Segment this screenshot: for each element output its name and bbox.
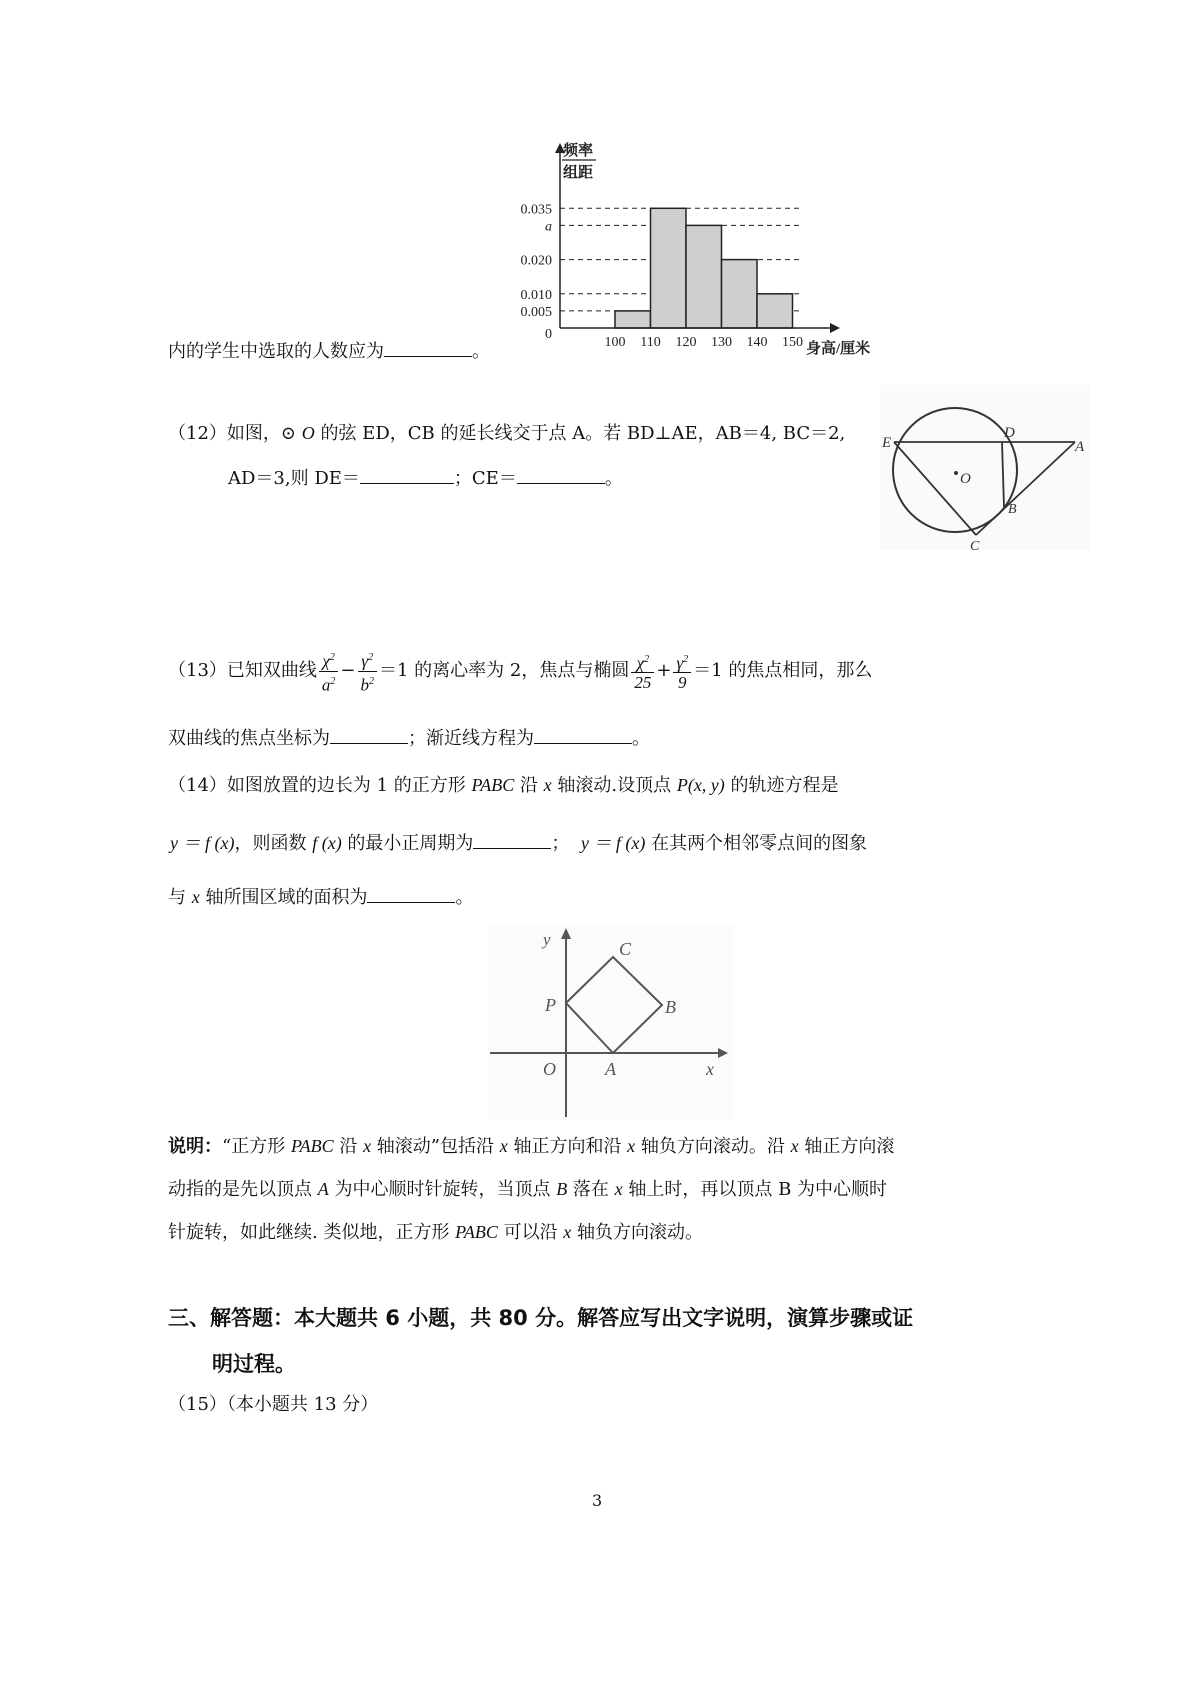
- q11-tail-text: 内的学生中选取的人数应为: [168, 341, 384, 362]
- q12-de-blank[interactable]: [360, 483, 454, 484]
- histogram-bar-140: [757, 294, 793, 328]
- frequency-histogram: [500, 135, 900, 360]
- q12-ce-blank[interactable]: [517, 483, 605, 484]
- label-y: y: [543, 930, 551, 949]
- q14-area-blank[interactable]: [367, 902, 455, 903]
- label-c: C: [970, 539, 980, 550]
- q14-line3: 与 x 轴所围区域的面积为 。: [168, 887, 474, 908]
- q12-line1: （12）如图，⊙ O 的弦 ED，CB 的延长线交于点 A。若 BD⊥AE，AB＝4, BC＝2,: [168, 423, 846, 444]
- label-b: B: [1008, 502, 1017, 517]
- y-tick-label: 0.005: [520, 304, 552, 320]
- q13-frac-y2-9: $\frac{\gamma^2}{9}$: [673, 650, 691, 693]
- q13-frac-x2-a2: $\frac{\chi^2}{a^2}$: [319, 648, 339, 694]
- q14-line1: （14）如图放置的边长为 1 的正方形 PABC 沿 x 轴滚动.设顶点 P(x, y) 的轨迹方程是: [168, 775, 839, 796]
- label-o: O: [543, 1059, 556, 1079]
- label-x: x: [706, 1059, 714, 1079]
- label-p: P: [545, 995, 556, 1015]
- x-axis-arrow: [830, 323, 840, 333]
- label-a: A: [1075, 439, 1085, 455]
- y-tick-label: a: [545, 219, 552, 235]
- histogram-bar-130: [722, 260, 758, 328]
- y-tick-label: 0.020: [520, 253, 552, 269]
- circle-symbol: ⊙: [280, 423, 296, 444]
- section-3-heading-line1: 三、解答题：本大题共 6 小题，共 80 分。解答应写出文字说明，演算步骤或证: [168, 1306, 914, 1330]
- q14-period-blank[interactable]: [473, 848, 551, 849]
- y-label-numerator: 频率: [562, 143, 594, 159]
- q13-focus-blank[interactable]: [330, 743, 408, 744]
- note-line1: 说明：“正方形 PABC 沿 x 轴滚动”包括沿 x 轴正方向和沿 x 轴负方向滚动。沿 x 轴正方向滚: [168, 1136, 895, 1157]
- q11-tail-line: 内的学生中选取的人数应为 。: [168, 341, 490, 362]
- x-tick-label: 120: [675, 335, 697, 350]
- center-dot: [954, 471, 958, 475]
- x-tick-label: 140: [746, 335, 768, 350]
- histogram-bar-120: [686, 225, 722, 328]
- q13-asymptote-blank[interactable]: [534, 743, 632, 744]
- q14-line2: y ＝ f (x)，则函数 f (x) 的最小正周期为 ； y ＝ f (x) 在其两个相邻零点间的图象: [170, 833, 868, 854]
- x-tick-label: 100: [604, 335, 626, 350]
- note-label: 说明：: [168, 1136, 222, 1157]
- y-label-denominator: 组距: [562, 165, 594, 181]
- y-tick-label: 0: [545, 327, 552, 342]
- note-line2: 动指的是先以顶点 A 为中心顺时针旋转，当顶点 B 落在 x 轴上时，再以顶点 B 为中心顺时: [168, 1179, 888, 1200]
- histogram-bar-110: [651, 208, 687, 328]
- circle-chord-figure: [880, 385, 1090, 550]
- y-tick-label: 0.010: [520, 287, 552, 303]
- q13-frac-y2-b2: $\frac{\gamma^2}{b^2}$: [358, 648, 378, 694]
- x-tick-label: 110: [640, 335, 661, 350]
- q15-header: （15）（本小题共 13 分）: [168, 1394, 379, 1415]
- label-e: E: [882, 435, 892, 451]
- page-number: 3: [592, 1491, 603, 1510]
- rolling-square-figure: [488, 925, 733, 1120]
- x-tick-label: 130: [711, 335, 732, 350]
- label-b: B: [665, 997, 676, 1017]
- section-3-heading-line2: 明过程。: [212, 1352, 296, 1376]
- x-axis-label: 身高/厘米: [806, 341, 871, 357]
- label-a: A: [605, 1059, 616, 1079]
- label-c: C: [619, 939, 632, 959]
- note-line3: 针旋转，如此继续. 类似地，正方形 PABC 可以沿 x 轴负方向滚动。: [168, 1222, 704, 1243]
- q13-frac-x2-25: $\frac{\chi^2}{25}$: [631, 650, 654, 693]
- label-d: D: [1004, 425, 1015, 441]
- histogram-bar-100: [615, 311, 651, 328]
- q11-answer-blank[interactable]: [384, 356, 472, 357]
- x-tick-label: 150: [782, 335, 803, 350]
- q13-line1: （13）已知双曲线 $\frac{\chi^2}{a^2}$ − $\frac{\gamma^2}{b^2}$ ＝1 的离心率为 2，焦点与椭圆 $\frac{\chi^2}{25}$ + $\frac{\gamma^2}{9}$ ＝1 的焦点相同，那么: [168, 648, 872, 694]
- label-o: O: [960, 471, 971, 487]
- y-tick-label: 0.035: [520, 202, 552, 218]
- q12-line2: AD＝3,则 DE＝ ；CE＝ 。: [228, 468, 623, 489]
- q13-line2: 双曲线的焦点坐标为 ；渐近线方程为 。: [168, 728, 650, 749]
